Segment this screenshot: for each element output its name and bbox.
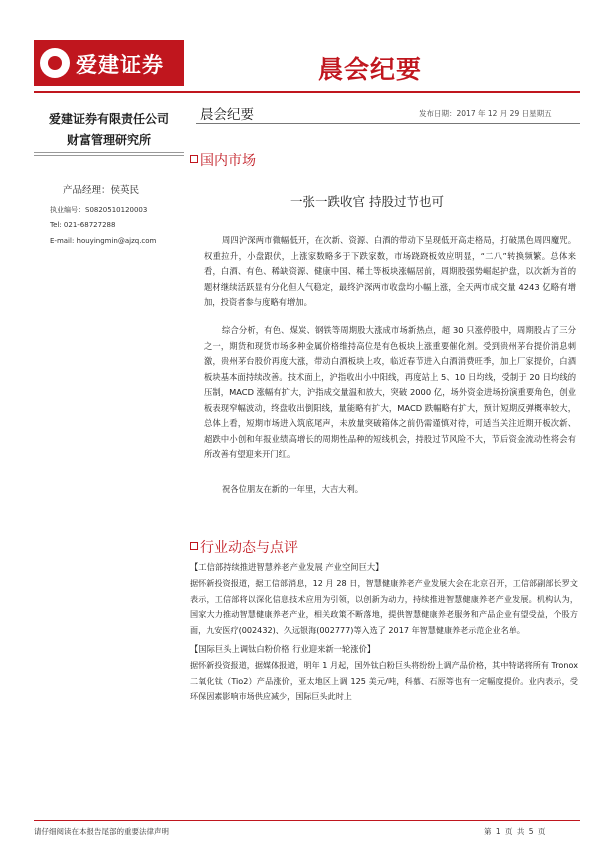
square-bullet-icon — [190, 542, 198, 550]
section-heading-industry — [190, 537, 298, 557]
publish-date: 发布日期：2017 年 12 月 29 日星期五 — [419, 109, 552, 118]
page-indicator: 第 1 页 共 5 页 — [484, 827, 546, 836]
paragraph: 祝各位朋友在新的一年里，大吉大利。 — [222, 484, 364, 494]
article-title: 一张一跌收官 持股过节也可 — [290, 194, 444, 209]
paragraph: 周四沪深两市微幅低开，在次新、资源、白酒的带动下呈现低开高走格局，打破黑色周四魔咒。权重拉升，小盘跟伏，上涨家数略多于下跌家数，市场跷跷板效应明显，“二八”转换频繁。总体来看，白酒、有色、稀缺资源、健康中国、稀土等板块涨幅居前，周期股强势崛起护盘，以次新为首的题材继续活跃显有分化但人气稳定，最终沪深两市收盘均小幅上涨，全天两市成交量 4243 亿略有增加，投资者参与度略有增加。 — [204, 235, 576, 307]
news-headline: 【国际巨头上调钛白粉价格 行业迎来新一轮涨价】 — [190, 644, 376, 654]
paragraph: 综合分析，有色、煤炭、钢铁等周期股大涨成市场新热点，超 30 只涨停股中，周期股占了三分之一，期货和现货市场多种金属价格维持高位是有色板块上涨重要催化剂。受到贵州茅台提价消息刺激，贵州茅台股价再度大涨，带动白酒板块上攻，临近春节进入白酒消费旺季，加上厂家提价，白酒板块基本面持续改善。技术面上，沪指收出小中阳线，再度站上 5、10 日均线，受制于 20 日均线的压制，MACD 涨幅有扩大，沪指成交量温和放大，突破 2000 亿，场外资金进场扮演重要角色，创业板表现窄幅波动，终盘收出倒阳线，量能略有扩大，MACD 跌幅略有扩大，预计短期反弹概率较大，总体上看，短期市场进入筑底尾声，未放量突破箱体之前仍需谨慎对待，可适当关注近期开板次新、超跌中小创和年报业绩高增长的周期性品种的短线机会，持股过节风险不大，节后资金流动性将会有所改善有望迎来开门红。 — [204, 325, 576, 459]
news-body: 据怀新投资报道，据工信部消息，12 月 28 日，智慧健康养老产业发展大会在北京召开，工信部副部长罗文表示，工信部将以深化信息技术应用为引领，以创新为动力，持续推进智慧健康养老产业发展。机构认为，国家大力推动智慧健康养老产业，相关政策不断落地，提供智慧健康养老服务和产品企业有望受益，个股方面，九安医疗(002432)、久远银海(002777)等入选了 2017 年智慧健康养老示范企业名单。 — [190, 578, 578, 635]
subheader-divider — [196, 123, 580, 124]
license-number: 执业编号：S0820510120003 — [50, 206, 148, 214]
legal-notice: 请仔细阅读在本报告尾部的重要法律声明 — [34, 827, 169, 836]
company-name: 爱建证券有限责任公司 — [48, 112, 169, 126]
footer-divider — [34, 820, 580, 821]
square-bullet-icon — [190, 155, 198, 163]
section-heading-text: 行业动态与点评 — [200, 540, 298, 556]
subheader-title: 晨会纪要 — [200, 107, 254, 123]
header-divider — [34, 91, 580, 93]
email-link[interactable]: E-mail: houyingmin@ajzq.com — [50, 237, 157, 245]
sidebar-divider — [34, 155, 184, 156]
logo-emblem-icon — [40, 48, 70, 78]
institute-name: 财富管理研究所 — [66, 133, 151, 147]
news-body: 据怀新投资报道，据媒体报道，明年 1 月起，国外钛白粉巨头将纷纷上调产品价格，其中特诺将所有 Tronox 二氧化钛（Tio2）产品涨价，亚太地区上调 125 美元/吨，科慕、石原等也有一定幅度提价。业内表示，受环保因素影响市场供应减少，国际巨头此时上 — [190, 660, 578, 701]
product-manager: 产品经理：侯英民 — [63, 185, 140, 196]
news-headline: 【工信部持续推进智慧养老产业发展 产业空间巨大】 — [190, 562, 384, 572]
report-title: 晨会纪要 — [318, 55, 423, 84]
telephone: Tel: 021-68727288 — [50, 221, 116, 229]
section-heading-domestic — [190, 150, 256, 170]
section-heading-text: 国内市场 — [200, 153, 256, 169]
logo-text: 爱建证券 — [76, 52, 164, 77]
brand-logo — [34, 40, 184, 86]
sidebar-divider — [34, 152, 184, 153]
